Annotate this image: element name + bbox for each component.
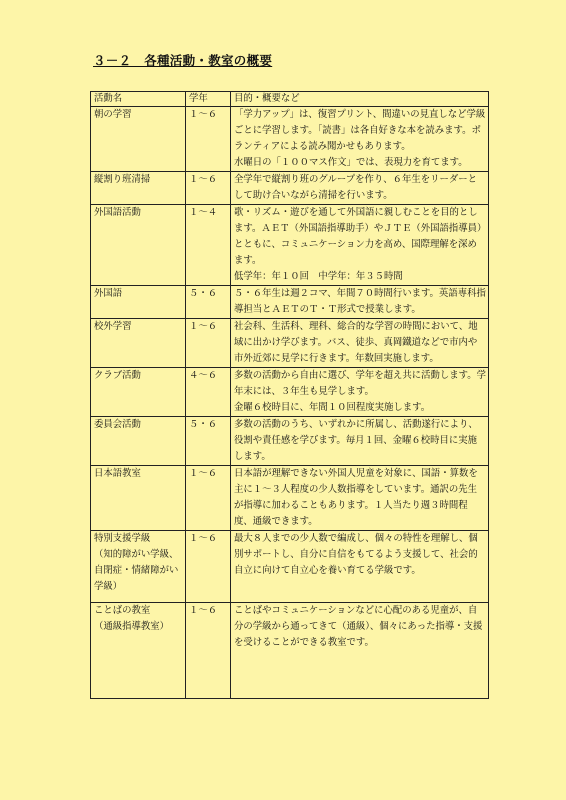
section-heading: ３－２ 各種活動・教室の概要 bbox=[93, 53, 273, 68]
activity-grade: １～６ bbox=[186, 603, 231, 699]
table-row bbox=[91, 286, 489, 319]
activity-name: 朝の学習 bbox=[91, 107, 186, 172]
activity-grade: ５・６ bbox=[186, 417, 231, 466]
activity-name: ことばの教室 （通級指導教室） bbox=[91, 603, 186, 699]
table-row bbox=[91, 368, 489, 417]
table-row bbox=[91, 319, 489, 368]
activity-name: 外国語 bbox=[91, 286, 186, 319]
activity-table bbox=[90, 91, 489, 699]
activity-grade: １～６ bbox=[186, 466, 231, 531]
activity-name: クラブ活動 bbox=[91, 368, 186, 417]
activity-name: 委員会活動 bbox=[91, 417, 186, 466]
activity-grade: ５・６ bbox=[186, 286, 231, 319]
activity-name: 縦割り班清掃 bbox=[91, 172, 186, 205]
activity-name: 校外学習 bbox=[91, 319, 186, 368]
activity-description: 歌・リズム・遊びを通して外国語に親しむことを目的とします。ＡＥＴ（外国語指導助手）やＪＴＥ（外国語指導員）とともに、コミュニケーション力を高め、国際理解を深めます。 低学年：年１０回 中学年：年３５時間 bbox=[231, 205, 489, 286]
activity-description: 全学年で縦割り班のグループを作り、６年生をリーダーとして助け合いながら清掃を行います。 bbox=[231, 172, 489, 205]
activity-description: 社会科、生活科、理科、総合的な学習の時間において、地域に出かけ学びます。バス、徒歩、真岡鐵道などで市内や市外近郊に見学に行きます。年数回実施します。 bbox=[231, 319, 489, 368]
activity-description: ことばやコミュニケーションなどに心配のある児童が、自分の学級から通ってきて（通級）、個々にあった指導・支援を受けることができる教室です。 bbox=[231, 603, 489, 699]
activity-description: 最大８人までの少人数で編成し、個々の特性を理解し、個別サポートし、自分に自信をもてるよう支援して、社会的自立に向けて自立心を養い育てる学級です。 bbox=[231, 531, 489, 603]
activity-grade: １～６ bbox=[186, 172, 231, 205]
activity-grade: １～６ bbox=[186, 531, 231, 603]
table-header-row bbox=[91, 92, 489, 107]
header-activity-name: 活動名 bbox=[91, 92, 186, 107]
activity-description: 多数の活動のうち、いずれかに所属し、活動遂行により、役割や責任感を学びます。毎月１回、金曜６校時目に実施します。 bbox=[231, 417, 489, 466]
table-row bbox=[91, 466, 489, 531]
activity-name: 特別支援学級 （知的障がい学級、自閉症・情緒障がい学級） bbox=[91, 531, 186, 603]
activity-grade: ４～６ bbox=[186, 368, 231, 417]
table-row bbox=[91, 417, 489, 466]
activity-grade: １～４ bbox=[186, 205, 231, 286]
activity-name: 日本語教室 bbox=[91, 466, 186, 531]
activity-grade: １～６ bbox=[186, 107, 231, 172]
table-row bbox=[91, 531, 489, 603]
activity-grade: １～６ bbox=[186, 319, 231, 368]
activity-name: 外国語活動 bbox=[91, 205, 186, 286]
table-row bbox=[91, 603, 489, 699]
table-row bbox=[91, 107, 489, 172]
table-row bbox=[91, 205, 489, 286]
activity-description: 「学力アップ」は、復習プリント、間違いの見直しなど学級ごとに学習します。「読書」は各自好きな本を読みます。ボランティアによる読み聞かせもあります。 水曜日の「１００マス作文」では、表現力を育てます。 bbox=[231, 107, 489, 172]
table-row bbox=[91, 172, 489, 205]
activity-description: ５・６年生は週２コマ、年間７０時間行います。英語専科指導担当とＡＥＴのＴ・Ｔ形式で授業します。 bbox=[231, 286, 489, 319]
activity-description: 多数の活動から自由に選び、学年を超え共に活動します。学年末には、３年生も見学します。 金曜６校時目に、年間１０回程度実施します。 bbox=[231, 368, 489, 417]
activity-description: 日本語が理解できない外国人児童を対象に、国語・算数を主に１～３人程度の少人数指導をしています。通訳の先生が指導に加わることもあります。１人当たり週３時間程度、通級できます。 bbox=[231, 466, 489, 531]
header-grade: 学年 bbox=[186, 92, 231, 107]
header-purpose: 目的・概要など bbox=[231, 92, 489, 107]
